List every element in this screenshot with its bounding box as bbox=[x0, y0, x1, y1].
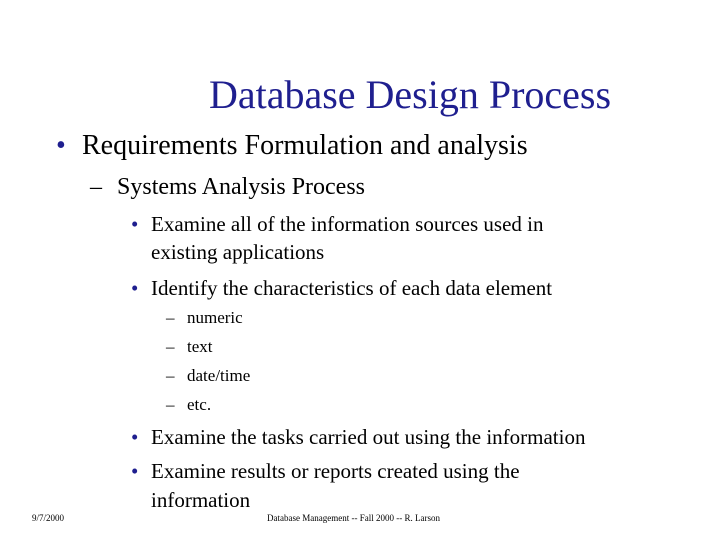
bullet-icon: • bbox=[56, 130, 66, 161]
dash-icon: – bbox=[166, 337, 175, 356]
level4-text: date/time bbox=[187, 366, 251, 385]
level1-text: Requirements Formulation and analysis bbox=[82, 130, 528, 161]
dash-icon: – bbox=[166, 308, 175, 327]
level3-item-1 bbox=[131, 211, 543, 237]
slide-title: Database Design Process bbox=[208, 72, 612, 117]
level3-text: Examine all of the information sources used in bbox=[151, 212, 544, 236]
bullet-icon: • bbox=[131, 276, 139, 300]
level3-item-4 bbox=[131, 458, 520, 484]
level2-text: Systems Analysis Process bbox=[117, 174, 366, 200]
footer-center: Database Management -- Fall 2000 -- R. Larson bbox=[267, 513, 440, 523]
level4-item-2 bbox=[166, 336, 213, 358]
level4-item-1 bbox=[166, 307, 243, 329]
footer-date: 9/7/2000 bbox=[32, 513, 65, 523]
level4-text: numeric bbox=[187, 308, 243, 327]
level3-text: Examine the tasks carried out using the information bbox=[151, 425, 586, 449]
level1-bullet-item bbox=[56, 130, 528, 162]
level3-item-3 bbox=[131, 424, 585, 450]
bullet-icon: • bbox=[131, 212, 139, 236]
level4-item-4 bbox=[166, 394, 211, 416]
level4-item-3 bbox=[166, 365, 250, 387]
level2-item bbox=[90, 173, 365, 201]
level4-text: text bbox=[187, 337, 213, 356]
dash-icon: – bbox=[166, 366, 175, 385]
level3-text-cont: information bbox=[151, 488, 251, 512]
level4-text: etc. bbox=[187, 395, 212, 414]
level3-text-cont: existing applications bbox=[151, 240, 325, 264]
level3-item-2 bbox=[131, 275, 552, 301]
level3-item-1-cont bbox=[151, 239, 324, 265]
bullet-icon: • bbox=[131, 425, 139, 449]
level3-item-4-cont bbox=[151, 487, 250, 513]
dash-icon: – bbox=[166, 395, 175, 414]
bullet-icon: • bbox=[131, 459, 139, 483]
level3-text: Examine results or reports created using the bbox=[151, 459, 520, 483]
dash-icon: – bbox=[90, 174, 102, 200]
level3-text: Identify the characteristics of each data element bbox=[151, 276, 553, 300]
